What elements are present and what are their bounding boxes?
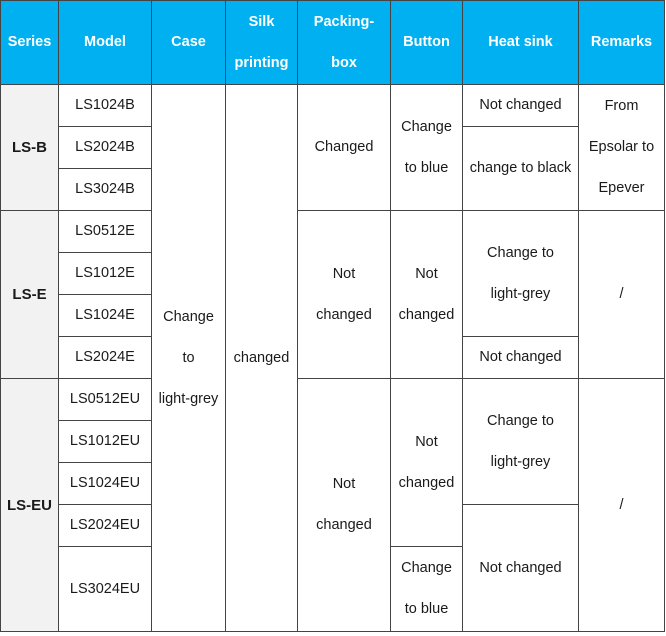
model-cell: LS2024EU <box>59 505 152 547</box>
model-cell: LS2024E <box>59 337 152 379</box>
model-cell: LS1012E <box>59 253 152 295</box>
remarks-cell-ls-e: / <box>579 211 665 379</box>
button-ls-eu-b-line2: to blue <box>404 601 449 617</box>
packing-cell-ls-e <box>298 211 391 379</box>
header-model: Model <box>59 1 152 85</box>
header-row <box>1 1 665 85</box>
header-heat-sink: Heat sink <box>463 1 579 85</box>
remarks-cell-ls-b <box>579 85 665 211</box>
header-case: Case <box>152 1 226 85</box>
button-ls-e-line2: changed <box>398 306 455 323</box>
heat-sink-cell-ls-eu-a <box>463 379 579 505</box>
packing-ls-e-line2: changed <box>316 306 372 323</box>
heat-sink-ls-e-line2: light-grey <box>490 285 551 302</box>
remarks-ls-b-line1: From <box>604 98 639 114</box>
packing-cell-ls-b: Changed <box>298 85 391 211</box>
series-cell-ls-eu: LS-EU <box>1 379 59 632</box>
table-row <box>1 379 665 421</box>
header-silk-printing <box>226 1 298 85</box>
button-ls-b-line1: Change <box>401 118 452 135</box>
heat-sink-cell-ls-e-a <box>463 211 579 337</box>
model-cell: LS1024EU <box>59 463 152 505</box>
packing-cell-ls-eu <box>298 379 391 632</box>
table-row <box>1 85 665 127</box>
model-cell: LS0512EU <box>59 379 152 421</box>
header-series: Series <box>1 1 59 85</box>
model-cell: LS3024B <box>59 169 152 211</box>
model-cell: LS1024E <box>59 295 152 337</box>
case-cell <box>152 85 226 632</box>
model-cell: LS3024EU <box>59 547 152 632</box>
header-silk-line2: printing <box>234 54 289 71</box>
series-cell-ls-b: LS-B <box>1 85 59 211</box>
packing-ls-e-line1: Not <box>332 265 356 282</box>
header-silk-line1: Silk <box>248 13 275 30</box>
button-cell-ls-e <box>391 211 463 379</box>
heat-sink-cell-ls-b-a: Not changed <box>463 85 579 127</box>
heat-sink-cell-ls-b-b: change to black <box>463 127 579 211</box>
remarks-cell-ls-eu: / <box>579 379 665 632</box>
heat-sink-cell-ls-e-b: Not changed <box>463 337 579 379</box>
button-ls-b-line2: to blue <box>404 159 449 176</box>
model-cell: LS1012EU <box>59 421 152 463</box>
silk-printing-cell: changed <box>226 85 298 632</box>
remarks-ls-b-line3: Epever <box>598 180 645 196</box>
heat-sink-cell-ls-eu-b: Not changed <box>463 505 579 632</box>
button-ls-eu-b-line1: Change <box>401 560 452 576</box>
series-cell-ls-e: LS-E <box>1 211 59 379</box>
header-packing-box: Packing-box <box>298 1 391 85</box>
model-cell: LS1024B <box>59 85 152 127</box>
header-button: Button <box>391 1 463 85</box>
packing-ls-eu-line2: changed <box>316 517 372 533</box>
case-line3: light-grey <box>158 390 219 407</box>
header-remarks: Remarks <box>579 1 665 85</box>
heat-sink-ls-e-line1: Change to <box>487 244 554 261</box>
remarks-ls-b-line2: Epsolar to <box>588 139 655 155</box>
button-cell-ls-b <box>391 85 463 211</box>
heat-sink-ls-eu-line1: Change to <box>487 412 554 429</box>
case-line2: to <box>182 349 195 366</box>
button-cell-ls-eu-a <box>391 379 463 547</box>
heat-sink-ls-eu-line2: light-grey <box>490 453 551 470</box>
button-ls-eu-a-line2: changed <box>398 474 455 491</box>
model-cell: LS2024B <box>59 127 152 169</box>
packing-ls-eu-line1: Not <box>332 476 356 492</box>
button-ls-e-line1: Not <box>415 265 438 282</box>
button-ls-eu-a-line1: Not <box>415 433 438 450</box>
case-line1: Change <box>163 308 214 325</box>
button-cell-ls-eu-b <box>391 547 463 632</box>
model-cell: LS0512E <box>59 211 152 253</box>
table-row <box>1 211 665 253</box>
